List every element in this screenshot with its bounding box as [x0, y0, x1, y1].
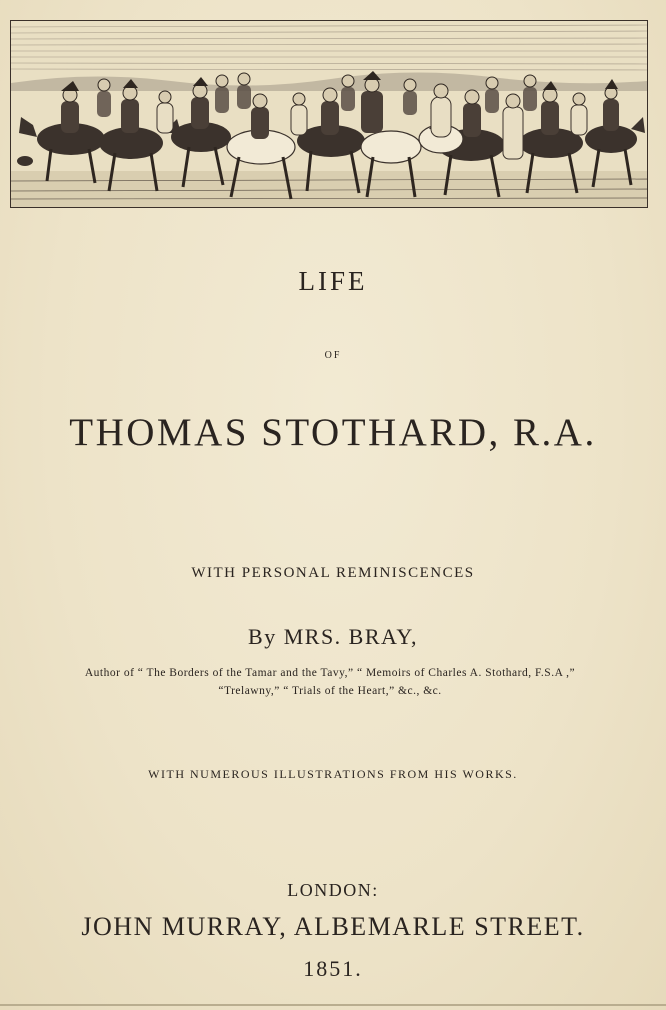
- author-line: By MRS. BRAY,: [248, 624, 418, 649]
- author-credits-line-1: Author of “ The Borders of the Tamar and the Tavy,” “ Memoirs of Charles A. Stothard, F.S.A ,”: [84, 667, 576, 679]
- procession-engraving: [10, 20, 648, 208]
- publication-place: LONDON:: [287, 880, 379, 900]
- book-title: LIFE: [298, 266, 368, 296]
- book-subtitle: WITH PERSONAL REMINISCENCES: [191, 565, 475, 581]
- author-credits: [40, 664, 620, 700]
- publisher-name: JOHN MURRAY, ALBEMARLE STREET.: [81, 912, 585, 941]
- page-bottom-rule: [0, 1004, 666, 1006]
- illustrations-note: WITH NUMEROUS ILLUSTRATIONS FROM HIS WORKS.: [148, 767, 518, 781]
- publication-year: 1851.: [303, 956, 363, 981]
- author-credits-line-2: “Trelawny,” “ Trials of the Heart,” &c., &c.: [218, 685, 442, 697]
- title-connector: OF: [324, 350, 342, 361]
- book-subject: THOMAS STOTHARD, R.A.: [69, 411, 597, 454]
